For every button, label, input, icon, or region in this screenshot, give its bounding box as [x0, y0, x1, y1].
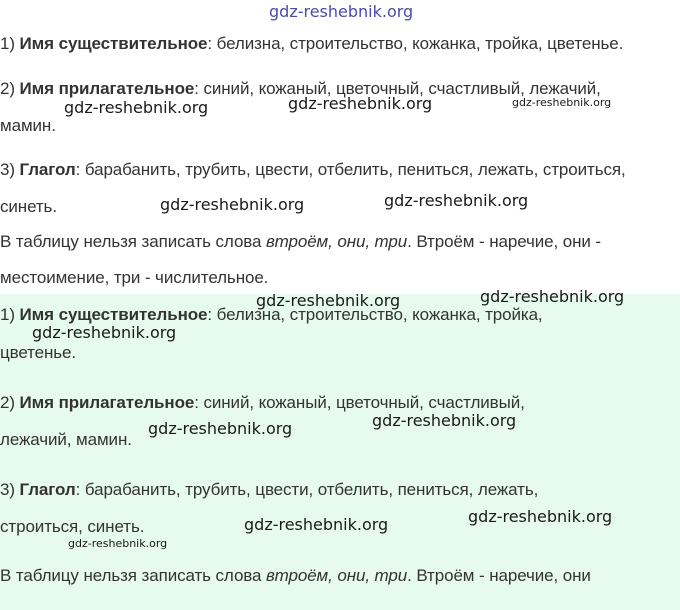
answer-b-verb-line-2: строиться, синеть. — [0, 517, 145, 536]
watermark: gdz-reshebnik.org — [480, 287, 625, 306]
watermark: gdz-reshebnik.org — [160, 195, 305, 214]
watermark: gdz-reshebnik.org — [372, 411, 517, 430]
site-mark: gdz-reshebnik.org — [269, 2, 414, 21]
watermark: gdz-reshebnik.org — [148, 419, 293, 438]
answer-b-adj-line-1: 2) Имя прилагательное: синий, кожаный, цветочный, счастливый, — [0, 393, 525, 412]
watermark: gdz-reshebnik.org — [68, 537, 168, 550]
watermark: gdz-reshebnik.org — [512, 96, 612, 109]
watermark: gdz-reshebnik.org — [244, 515, 389, 534]
answer-b-noun-line-2: цветенье. — [0, 343, 77, 362]
watermark: gdz-reshebnik.org — [32, 323, 177, 342]
answer-a-verb-line-1: 3) Глагол: барабанить, трубить, цвести, отбелить, пениться, лежать, строиться, — [0, 160, 626, 179]
answer-a-adj-line-1: 2) Имя прилагательное: синий, кожаный, цветочный, счастливый, лежачий, — [0, 79, 601, 98]
answer-b-adj-line-2: лежачий, мамин. — [0, 430, 132, 449]
watermark: gdz-reshebnik.org — [64, 98, 209, 117]
answer-a-noun-line: 1) Имя существительное: белизна, строительство, кожанка, тройка, цветенье. — [0, 34, 624, 53]
answer-a-adj-line-2: мамин. — [0, 116, 56, 135]
verb-label: Глагол — [19, 160, 76, 179]
watermark: gdz-reshebnik.org — [384, 191, 529, 210]
watermark: gdz-reshebnik.org — [468, 507, 613, 526]
watermark: gdz-reshebnik.org — [256, 291, 401, 310]
watermark: gdz-reshebnik.org — [288, 94, 433, 113]
answer-b-noun-line-1: 1) Имя существительное: белизна, строительство, кожанка, тройка, — [0, 305, 543, 324]
adj-label: Имя прилагательное — [19, 79, 195, 98]
answer-a-verb-line-2: синеть. — [0, 197, 57, 216]
answer-b-verb-line-1: 3) Глагол: барабанить, трубить, цвести, отбелить, пениться, лежать, — [0, 480, 539, 499]
answer-a-note-line-1: В таблицу нельзя записать слова втроём, они, три. Втроём - наречие, они - — [0, 232, 601, 251]
answer-a-note-line-2: местоимение, три - числительное. — [0, 268, 269, 287]
noun-label: Имя существительное — [19, 34, 208, 53]
answer-b-note-line: В таблицу нельзя записать слова втроём, они, три. Втроём - наречие, они — [0, 566, 591, 585]
